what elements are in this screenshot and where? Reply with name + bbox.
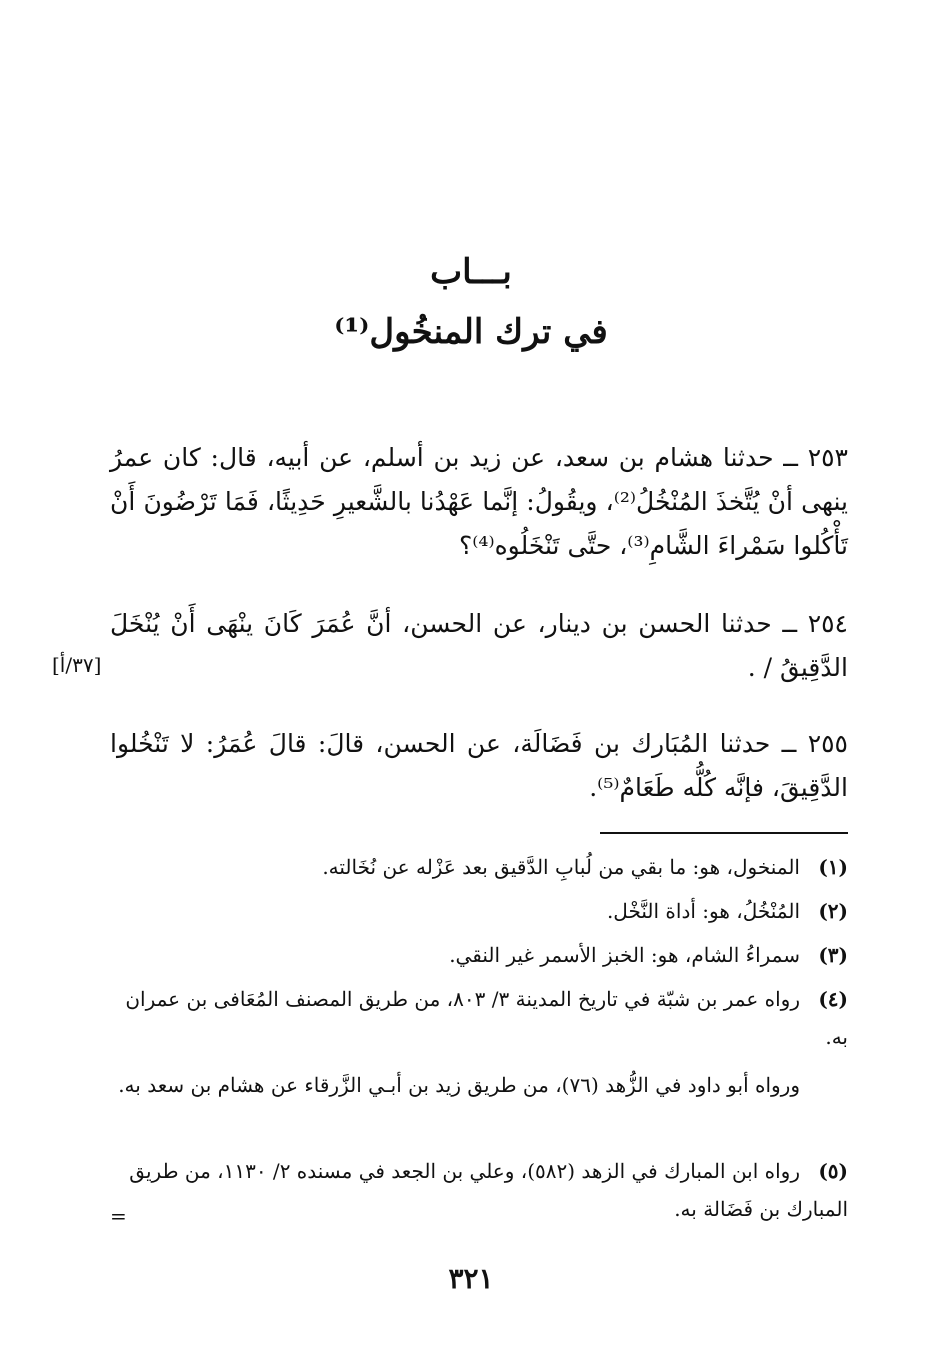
hadith-254: ٢٥٤ ــ حدثنا الحسن بن دينار، عن الحسن، أنَّ عُمَرَ كَانَ ينْهَى أَنْ يُنْخَلَ الدَّقِيقُ / .	[110, 609, 848, 682]
chapter-subtitle: في ترك المنخُول⁽¹⁾	[334, 312, 608, 352]
footnote-number: (٢)	[818, 899, 848, 923]
footnote-text: المنخول، هو: ما بقي من لُبابِ الدَّقيق بعد عَزْله عن نُخَالته.	[322, 855, 800, 879]
footnote-text: رواه ابن المبارك في الزهد (٥٨٢)، وعلي بن الجعد في مسنده ٢/ ١١٣٠، من طريق المبارك بن فَضَالة به.	[129, 1159, 848, 1221]
manuscript-folio-marker: [٣٧/أ]	[52, 653, 102, 677]
footnote-text: سمراءُ الشام، هو: الخبز الأسمر غير النقي.	[449, 943, 800, 967]
footnote-2	[110, 892, 848, 930]
footnote-1	[110, 848, 848, 886]
footnote-text: رواه عمر بن شبّة في تاريخ المدينة ٣/ ٨٠٣، من طريق المصنف المُعَافى بن عمران به.	[125, 987, 848, 1049]
footnote-separator	[600, 832, 848, 834]
footnote-number: (٣)	[818, 943, 848, 967]
hadith-255: ٢٥٥ ــ حدثنا المُبَارك بن فَضَالَة، عن الحسن، قالَ: قالَ عُمَرُ: لا تَنْخُلوا الدَّقِيقَ، فإنَّه كُلُّه طَعَامٌ⁽⁵⁾.	[110, 729, 848, 802]
footnote-text: ورواه أبو داود في الزُّهد (٧٦)، من طريق زيد بن أبـي الزَّرقاء عن هشام بن سعد به.	[118, 1073, 800, 1097]
footnote-number: (٤)	[818, 987, 848, 1011]
footnote-4-continued	[110, 1066, 848, 1104]
footnote-number: (١)	[818, 855, 848, 879]
footnote-number: (٥)	[818, 1159, 848, 1183]
footnote-text: المُنْخُلُ، هو: أداة النَّخْل.	[606, 899, 800, 923]
hadith-253: ٢٥٣ ــ حدثنا هشام بن سعد، عن زيد بن أسلم، عن أبيه، قال: كان عمرُ ينهى أنْ يُتَّخذَ المُنْخُلُ⁽²⁾، ويقُولُ: إنَّما عَهْدُنا بالشَّعيرِ حَدِيثًا، فَمَا تَرْضُونَ أَنْ تَأْكُلوا سَمْراءَ الشَّامِ⁽³⁾، حتَّى تَنْخَلُوه⁽⁴⁾؟	[110, 443, 848, 560]
footnote-5	[110, 1152, 848, 1228]
page-number: ٣٢١	[448, 1262, 494, 1295]
footnote-3	[110, 936, 848, 974]
chapter-title: بـــاب	[430, 252, 512, 292]
continuation-mark: =	[110, 1204, 127, 1228]
footnote-4	[110, 980, 848, 1056]
